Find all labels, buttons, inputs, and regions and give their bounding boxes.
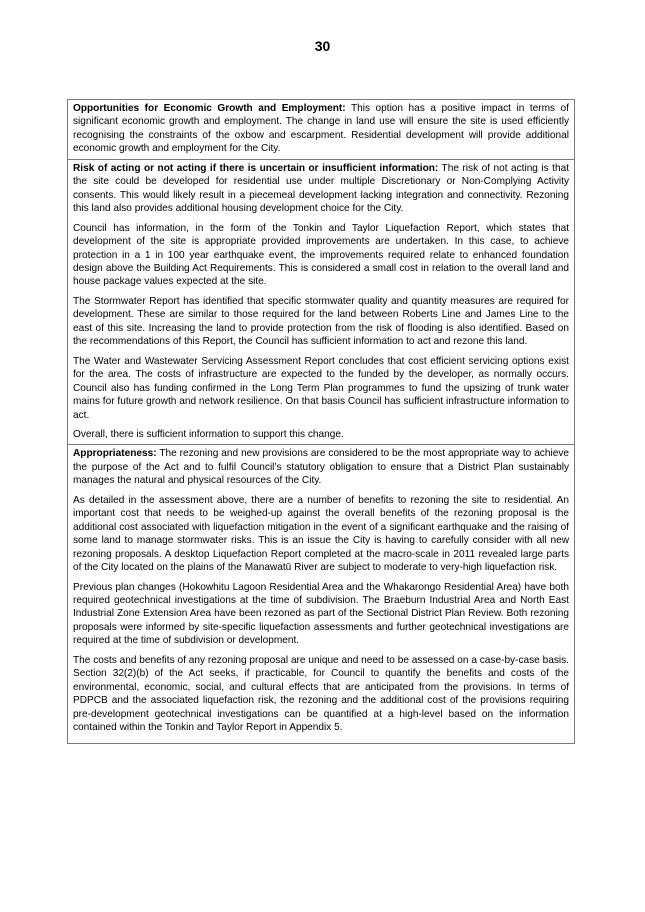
section-heading: Risk of acting or not acting if there is uncertain or insufficient information: <box>73 162 439 174</box>
section-economic-growth <box>68 100 574 160</box>
section-heading: Opportunities for Economic Growth and Employment: <box>73 103 346 114</box>
paragraph: Risk of acting or not acting if there is uncertain or insufficient information: The risk of not acting is that the site could be developed for residential use under multiple Discretionary or Non-Complying Activity consents. This would likely result in a piecemeal development lacking integration and connectivity. Rezoning this land also provides additional housing development choice for the City. <box>73 162 569 215</box>
assessment-table <box>67 99 575 744</box>
section-appropriateness <box>68 445 574 743</box>
section-heading: Appropriateness: <box>73 448 157 460</box>
paragraph: The Water and Wastewater Servicing Assessment Report concludes that cost efficient servicing options exist for the area. The costs of infrastructure are expected to the funded by the developer, as normally occurs. Council also has funding confirmed in the Long Term Plan programmes to fund the upsizing of trunk water mains for future growth and network resilience. On that basis Council has sufficient infrastructure information to act. <box>73 355 569 421</box>
paragraph: Previous plan changes (Hokowhitu Lagoon Residential Area and the Whakarongo Residential Area) have both required geotechnical investigations at the time of subdivision. The Braeburn Industrial Area and North East Industrial Zone Extension Area have been rezoned as part of the Sectional District Plan Review. Both rezoning proposals were informed by site-specific liquefaction assessments and further geotechnical investigations are required at the time of subdivision or development. <box>73 581 569 647</box>
paragraph: Opportunities for Economic Growth and Employment: This option has a positive impact in terms of significant economic growth and employment. The change in land use will ensure the site is used efficiently recognising the constraints of the oxbow and escarpment. Residential development will provide additional economic growth and employment for the City. <box>73 103 569 155</box>
paragraph: The Stormwater Report has identified that specific stormwater quality and quantity measures are required for development. These are similar to those required for the land between Roberts Line and James Line to the east of this site. Increasing the land to provide protection from the risk of flooding is also identified. Based on the recommendations of this Report, the Council has sufficient information to act and rezone this land. <box>73 295 569 348</box>
page-number: 30 <box>314 38 331 54</box>
paragraph: Overall, there is sufficient information to support this change. <box>73 428 344 440</box>
paragraph: Appropriateness: The rezoning and new provisions are considered to be the most appropriate way to achieve the purpose of the Act and to fulfil Council’s statutory obligation to ensure that a District Plan sustainably manages the natural and physical resources of the City. <box>73 448 569 487</box>
section-risk-of-acting <box>68 160 574 446</box>
paragraph: As detailed in the assessment above, there are a number of benefits to rezoning the site to residential. An important cost that needs to be weighed-up against the overall benefits of the rezoning proposal is the additional cost associated with liquefaction mitigation in the event of a significant earthquake and the raising of some land to manage stormwater risks. This is an issue the City is having to carefully consider with all new rezoning proposals. A desktop Liquefaction Report completed at the macro-scale in 2011 revealed large parts of the City located on the plains of the Manawatū River are subject to moderate to very-high liquefaction risk. <box>73 494 569 574</box>
paragraph: Council has information, in the form of the Tonkin and Taylor Liquefaction Report, which states that development of the site is appropriate provided improvements are undertaken. In this case, to achieve protection in a 1 in 100 year earthquake event, the improvements required relate to enhanced foundation design above the Building Act Requirements. This is considered a small cost in relation to the overall land and house package values expected at the site. <box>73 222 569 288</box>
paragraph: The costs and benefits of any rezoning proposal are unique and need to be assessed on a case-by-case basis. Section 32(2)(b) of the Act seeks, if practicable, for Council to quantify the benefits and costs of the environmental, economic, social, and cultural effects that are anticipated from the provisions. In terms of PDPCB and the associated liquefaction risk, the rezoning and the additional cost of the provisions requiring pre-development geotechnical investigations can be quantified at a high-level based on the information contained within the Tonkin and Taylor Report in Appendix 5. <box>73 654 569 734</box>
